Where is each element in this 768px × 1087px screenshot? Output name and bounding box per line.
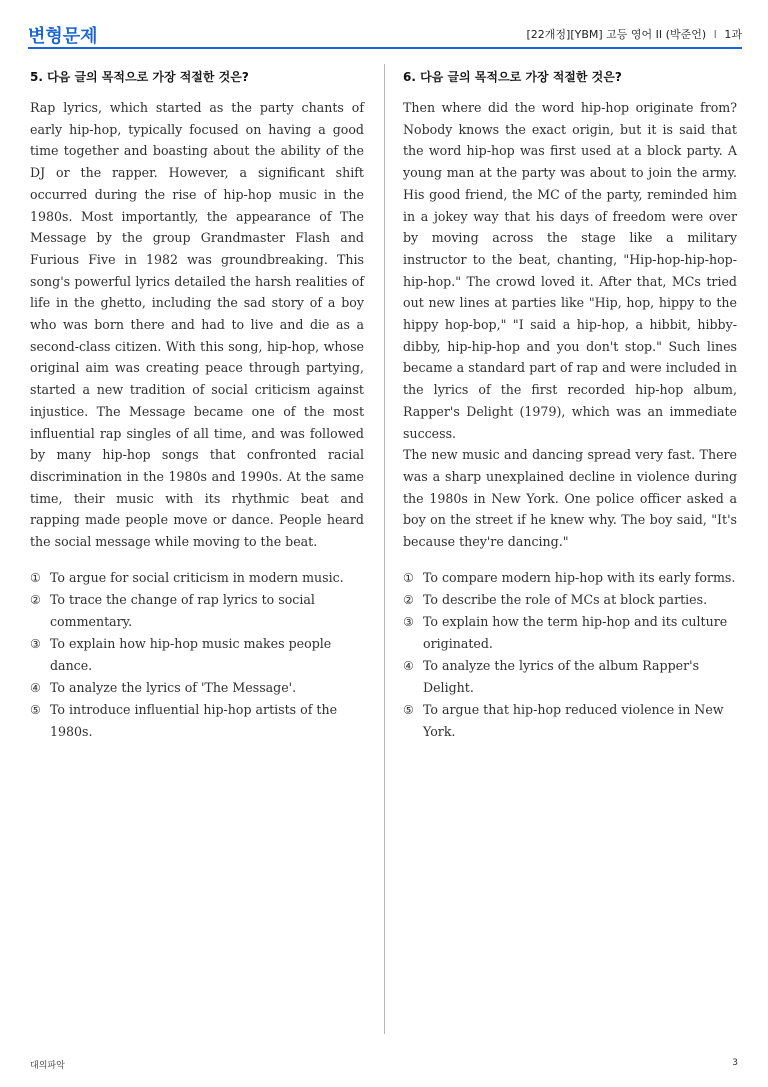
option-text: To analyze the lyrics of 'The Message'.: [50, 679, 297, 695]
option-number: ⑤: [30, 702, 41, 717]
option-4[interactable]: [403, 655, 737, 699]
option-number: ②: [30, 592, 41, 607]
brand-title: 변형문제: [28, 26, 98, 47]
option-number: ①: [30, 570, 41, 585]
question-5: [30, 68, 364, 743]
passage-paragraph: Then where did the word hip-hop originate from? Nobody knows the exact origin, but it is said that the word hip-hop was first used at a block party. A young man at the party was about to join the army. His good friend, the MC of the party, reminded him in a jokey way that his days of freedom were over by moving across the stage like a military instructor to the beat, chanting, "Hip-hop-hip-hop-hip-hop." The crowd loved it. After that, MCs tried out new lines at parties like "Hip, hop, hippy to the hippy hop-bop," "I said a hip-hop, a hibbit, hibby-dibby, hip-hip-hop and you don't stop." Such lines became a standard part of rap and were included in the lyrics of the first recorded hip-hop album, Rapper's Delight (1979), which was an immediate success.: [403, 100, 737, 441]
option-number: ③: [30, 636, 41, 651]
option-1[interactable]: [403, 567, 737, 589]
lesson-label: 1과: [724, 28, 742, 41]
course-name: [22개정][YBM] 고등 영어 II (박준언): [526, 28, 707, 41]
passage: [30, 97, 364, 553]
option-text: To argue that hip-hop reduced violence in New York.: [423, 701, 724, 739]
option-number: ②: [403, 592, 414, 607]
answer-options: [30, 567, 364, 743]
option-number: ⑤: [403, 702, 414, 717]
header-rule: [28, 47, 742, 49]
option-number: ③: [403, 614, 414, 629]
footer-label: 대의파악: [30, 1061, 65, 1071]
option-text: To analyze the lyrics of the album Rapper's Delight.: [423, 657, 700, 695]
column-divider: [384, 64, 385, 1034]
page-number: 3: [732, 1058, 738, 1068]
option-text: To trace the change of rap lyrics to social commentary.: [50, 591, 315, 629]
option-text: To explain how hip-hop music makes people dance.: [50, 635, 332, 673]
answer-options: [403, 567, 737, 743]
passage: [403, 97, 737, 553]
option-5[interactable]: [403, 699, 737, 743]
option-text: To introduce influential hip-hop artists of the 1980s.: [50, 701, 338, 739]
passage-paragraph: The new music and dancing spread very fast. There was a sharp unexplained decline in violence during the 1980s in New York. One police officer asked a boy on the street if he knew why. The boy said, "It's because they're dancing.": [403, 447, 737, 550]
option-3[interactable]: [30, 633, 364, 677]
option-1[interactable]: [30, 567, 364, 589]
header-separator: I: [713, 28, 717, 41]
course-info: [527, 26, 743, 42]
option-number: ④: [403, 658, 414, 673]
option-text: To describe the role of MCs at block parties.: [423, 591, 708, 607]
question-6: [403, 68, 737, 743]
option-number: ④: [30, 680, 41, 695]
option-text: To explain how the term hip-hop and its culture originated.: [423, 613, 728, 651]
passage-paragraph: Rap lyrics, which started as the party chants of early hip-hop, typically focused on having a good time together and boasting about the ability of the DJ or the rapper. However, a significant shift occurred during the rise of hip-hop music in the 1980s. Most importantly, the appearance of The Message by the group Grandmaster Flash and Furious Five in 1982 was groundbreaking. This song's powerful lyrics detailed the harsh realities of life in the ghetto, including the sad story of a boy who was born there and had to live and die as a second-class citizen. With this song, hip-hop, whose original aim was creating peace through partying, started a new tradition of social criticism against injustice. The Message became one of the most influential rap singles of all time, and was followed by many hip-hop songs that confronted racial discrimination in the 1980s and 1990s. At the same time, their music with its rhythmic beat and rapping made people move or dance. People heard the social message while moving to the beat.: [30, 100, 364, 550]
page-header: [28, 22, 742, 48]
option-4[interactable]: [30, 677, 364, 699]
question-title: 6. 다음 글의 목적으로 가장 적절한 것은?: [403, 70, 622, 84]
option-5[interactable]: [30, 699, 364, 743]
option-2[interactable]: [403, 589, 737, 611]
option-text: To compare modern hip-hop with its early forms.: [423, 569, 736, 585]
option-number: ①: [403, 570, 414, 585]
option-text: To argue for social criticism in modern music.: [50, 569, 344, 585]
question-title: 5. 다음 글의 목적으로 가장 적절한 것은?: [30, 70, 249, 84]
option-2[interactable]: [30, 589, 364, 633]
option-3[interactable]: [403, 611, 737, 655]
